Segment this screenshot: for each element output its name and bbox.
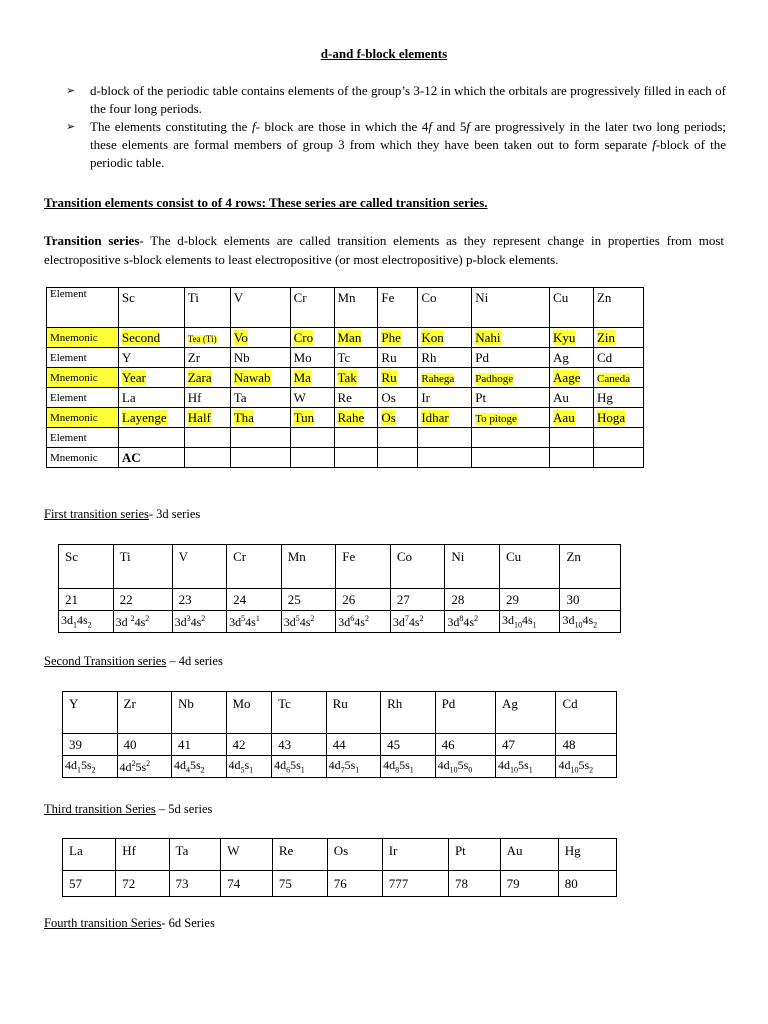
element-cell: Co	[418, 288, 472, 328]
config-cell: $4d_75s_1$	[326, 756, 381, 778]
mnemonic-cell: Hoga	[593, 408, 643, 428]
transition-series-label: Transition series	[44, 233, 140, 248]
element-cell: Sc	[118, 288, 184, 328]
atomic-number-cell: 777	[382, 871, 448, 897]
mnemonic-cell: Os	[378, 408, 418, 428]
symbol-row	[63, 839, 617, 871]
mnemonic-cell	[230, 448, 290, 468]
symbol-cell: Hg	[558, 839, 616, 871]
config-row	[63, 756, 617, 778]
element-cell: Os	[378, 388, 418, 408]
element-cell: Pt	[472, 388, 550, 408]
mnemonic-cell: Tea (Ti)	[184, 328, 230, 348]
element-cell	[184, 428, 230, 448]
symbol-cell: Mo	[226, 692, 272, 734]
mnemonic-cell: Half	[184, 408, 230, 428]
atomic-number-cell: 75	[272, 871, 327, 897]
atomic-number-cell: 76	[327, 871, 382, 897]
arrow-bullet-icon: ➢	[66, 85, 76, 97]
atomic-number-cell: 30	[560, 589, 621, 611]
element-cell: Au	[550, 388, 594, 408]
mnemonic-cell: To pitoge	[472, 408, 550, 428]
atomic-number-cell: 43	[272, 734, 327, 756]
element-cell	[334, 428, 378, 448]
config-row	[59, 611, 621, 633]
row-label: Mnemonic	[47, 328, 119, 348]
config-cell: $4d^25s^2$	[117, 756, 172, 778]
symbol-cell: Os	[327, 839, 382, 871]
config-cell: 3d $^24s^2$	[113, 611, 172, 633]
mnemonic-cell: Nahi	[472, 328, 550, 348]
element-cell: Ta	[230, 388, 290, 408]
first-series-title: First transition series- 3d series	[44, 507, 201, 521]
mnemonic-table	[46, 287, 644, 468]
mnemonic-cell: Kon	[418, 328, 472, 348]
config-cell: $4d_5s_1$	[226, 756, 272, 778]
element-cell: Ru	[378, 348, 418, 368]
config-cell: $3d^54s^2$	[281, 611, 336, 633]
element-cell: Rh	[418, 348, 472, 368]
symbol-cell: Hf	[116, 839, 169, 871]
page-title: d-and f-block elements	[320, 46, 448, 61]
config-cell: $3d^54s^1$	[227, 611, 282, 633]
mnemonic-cell	[334, 448, 378, 468]
atomic-number-cell: 39	[63, 734, 118, 756]
element-cell: Hg	[593, 388, 643, 408]
first-series-table	[58, 544, 621, 633]
element-cell: Ni	[472, 288, 550, 328]
atomic-number-cell: 57	[63, 871, 116, 897]
atomic-number-cell: 29	[499, 589, 560, 611]
symbol-cell: Y	[63, 692, 118, 734]
symbol-cell: Pt	[448, 839, 500, 871]
config-cell: $3d_14s_2$	[59, 611, 114, 633]
atomic-number-cell: 42	[226, 734, 272, 756]
atomic-number-cell: 40	[117, 734, 172, 756]
atomic-number-cell: 23	[172, 589, 227, 611]
mnemonic-cell: Kyu	[550, 328, 594, 348]
symbol-cell: Sc	[59, 545, 114, 589]
mnemonic-cell: Man	[334, 328, 378, 348]
element-cell	[418, 428, 472, 448]
element-cell: Cr	[290, 288, 334, 328]
atomic-number-cell: 46	[435, 734, 495, 756]
mnemonic-cell: Zin	[593, 328, 643, 348]
rows-heading: Transition elements consist to of 4 rows: These series are called transition series.	[44, 195, 488, 210]
symbol-cell: Zn	[560, 545, 621, 589]
mnemonic-cell: Rahega	[418, 368, 472, 388]
atomic-number-cell: 41	[172, 734, 227, 756]
atomic-number-row	[59, 589, 621, 611]
symbol-cell: Re	[272, 839, 327, 871]
element-cell	[472, 428, 550, 448]
atomic-number-cell: 26	[336, 589, 391, 611]
symbol-cell: Cu	[499, 545, 560, 589]
symbol-cell: Ag	[496, 692, 556, 734]
symbol-cell: Co	[390, 545, 445, 589]
symbol-cell: Cr	[227, 545, 282, 589]
atomic-number-cell: 27	[390, 589, 445, 611]
mnemonic-cell: Layenge	[118, 408, 184, 428]
arrow-bullet-icon: ➢	[66, 121, 76, 133]
atomic-number-cell: 25	[281, 589, 336, 611]
atomic-number-cell: 78	[448, 871, 500, 897]
mnemonic-cell: Year	[118, 368, 184, 388]
atomic-number-cell: 80	[558, 871, 616, 897]
mnemonic-row	[47, 328, 644, 348]
element-cell: Ag	[550, 348, 594, 368]
atomic-number-cell: 24	[227, 589, 282, 611]
element-cell: V	[230, 288, 290, 328]
mnemonic-cell: Aage	[550, 368, 594, 388]
mnemonic-cell	[550, 448, 594, 468]
atomic-number-row	[63, 871, 617, 897]
symbol-cell: V	[172, 545, 227, 589]
element-row	[47, 388, 644, 408]
symbol-cell: Ta	[169, 839, 221, 871]
transition-series-text: - The d-block elements are called transition elements as they represent change in properties from most electropositive s-block elements to least electropositive (or most electropositive) p-block elements.	[44, 233, 724, 267]
transition-series-paragraph	[44, 231, 724, 269]
mnemonic-cell	[290, 448, 334, 468]
atomic-number-cell: 72	[116, 871, 169, 897]
element-cell: Fe	[378, 288, 418, 328]
config-cell: $3d^74s^2$	[390, 611, 445, 633]
mnemonic-cell	[593, 448, 643, 468]
mnemonic-cell: Caneda	[593, 368, 643, 388]
config-cell: $4d_{10}5s_0$	[435, 756, 495, 778]
element-cell	[290, 428, 334, 448]
element-cell: Mn	[334, 288, 378, 328]
mnemonic-cell: Rahe	[334, 408, 378, 428]
mnemonic-cell: Second	[118, 328, 184, 348]
element-cell: Tc	[334, 348, 378, 368]
mnemonic-cell	[472, 448, 550, 468]
element-row	[47, 288, 644, 328]
config-cell: $3d^34s^2$	[172, 611, 227, 633]
mnemonic-cell	[418, 448, 472, 468]
config-cell: $3d_{10}4s_1$	[499, 611, 560, 633]
atomic-number-row	[63, 734, 617, 756]
element-cell: Zr	[184, 348, 230, 368]
mnemonic-cell: Zara	[184, 368, 230, 388]
symbol-cell: Nb	[172, 692, 227, 734]
symbol-cell: Ti	[113, 545, 172, 589]
symbol-cell: Cd	[556, 692, 617, 734]
symbol-cell: Ir	[382, 839, 448, 871]
mnemonic-cell	[378, 448, 418, 468]
mnemonic-cell: Nawab	[230, 368, 290, 388]
element-cell: Y	[118, 348, 184, 368]
atomic-number-cell: 79	[500, 871, 558, 897]
element-cell	[230, 428, 290, 448]
symbol-cell: Rh	[381, 692, 436, 734]
atomic-number-cell: 22	[113, 589, 172, 611]
row-label: Element	[47, 428, 119, 448]
config-cell: $3d_{10}4s_2$	[560, 611, 621, 633]
atomic-number-cell: 48	[556, 734, 617, 756]
symbol-cell: Zr	[117, 692, 172, 734]
element-cell	[378, 428, 418, 448]
mnemonic-cell: Padhoge	[472, 368, 550, 388]
atomic-number-cell: 74	[221, 871, 273, 897]
symbol-row	[59, 545, 621, 589]
element-cell: W	[290, 388, 334, 408]
element-cell: Zn	[593, 288, 643, 328]
config-cell: $4d_{10}5s_1$	[496, 756, 556, 778]
row-label: Mnemonic	[47, 448, 119, 468]
element-cell: Pd	[472, 348, 550, 368]
config-cell: $4d_85s_1$	[381, 756, 436, 778]
row-label: Element	[47, 348, 119, 368]
mnemonic-cell: Ma	[290, 368, 334, 388]
mnemonic-cell: Ru	[378, 368, 418, 388]
element-cell: Ti	[184, 288, 230, 328]
symbol-row	[63, 692, 617, 734]
row-label: Element	[47, 388, 119, 408]
element-cell: La	[118, 388, 184, 408]
config-cell: $3d^84s^2$	[445, 611, 500, 633]
row-label: Element	[47, 288, 119, 328]
atomic-number-cell: 47	[496, 734, 556, 756]
atomic-number-cell: 45	[381, 734, 436, 756]
atomic-number-cell: 44	[326, 734, 381, 756]
element-cell: Hf	[184, 388, 230, 408]
fourth-series-title: Fourth transition Series- 6d Series	[44, 916, 215, 930]
config-cell: $4d_{10}5s_2$	[556, 756, 617, 778]
symbol-cell: Fe	[336, 545, 391, 589]
second-series-table	[62, 691, 617, 778]
row-label: Mnemonic	[47, 408, 119, 428]
element-cell: Mo	[290, 348, 334, 368]
element-row	[47, 348, 644, 368]
config-cell: $4d_65s_1$	[272, 756, 327, 778]
symbol-cell: La	[63, 839, 116, 871]
row-label: Mnemonic	[47, 368, 119, 388]
second-series-title: Second Transition series – 4d series	[44, 654, 223, 668]
bullet-text: The elements constituting the f- block are those in which the 4f and 5f are progressively in the later two long periods; these elements are formal members of group 3 from which they have been taken out to form separate f-block of the periodic table.	[90, 119, 726, 170]
atomic-number-cell: 21	[59, 589, 114, 611]
symbol-cell: Ni	[445, 545, 500, 589]
element-cell: Re	[334, 388, 378, 408]
mnemonic-row	[47, 408, 644, 428]
mnemonic-cell: Cro	[290, 328, 334, 348]
atomic-number-cell: 28	[445, 589, 500, 611]
symbol-cell: Mn	[281, 545, 336, 589]
mnemonic-cell: Vo	[230, 328, 290, 348]
config-cell: $3d^64s^2$	[336, 611, 391, 633]
third-series-title: Third transition Series – 5d series	[44, 802, 213, 816]
symbol-cell: Ru	[326, 692, 381, 734]
mnemonic-cell: Tun	[290, 408, 334, 428]
config-cell: $4d_45s_2$	[172, 756, 227, 778]
mnemonic-cell: Aau	[550, 408, 594, 428]
third-series-table	[62, 838, 617, 897]
mnemonic-cell: Tak	[334, 368, 378, 388]
element-cell: Cd	[593, 348, 643, 368]
config-cell: $4d_15s_2$	[63, 756, 118, 778]
mnemonic-cell: AC	[118, 448, 184, 468]
symbol-cell: Pd	[435, 692, 495, 734]
element-cell	[593, 428, 643, 448]
bullet-item	[62, 82, 726, 118]
bullet-text: d-block of the periodic table contains elements of the group’s 3-12 in which the orbitals are progressively filled in each of the four long periods.	[90, 83, 726, 116]
mnemonic-row	[47, 368, 644, 388]
bullet-item	[62, 118, 726, 172]
mnemonic-row	[47, 448, 644, 468]
element-cell	[550, 428, 594, 448]
element-cell: Ir	[418, 388, 472, 408]
element-cell: Nb	[230, 348, 290, 368]
atomic-number-cell: 73	[169, 871, 221, 897]
mnemonic-cell	[184, 448, 230, 468]
mnemonic-cell: Phe	[378, 328, 418, 348]
element-cell: Cu	[550, 288, 594, 328]
mnemonic-cell: Idhar	[418, 408, 472, 428]
element-cell	[118, 428, 184, 448]
element-row	[47, 428, 644, 448]
symbol-cell: Au	[500, 839, 558, 871]
bullet-list	[62, 82, 726, 172]
symbol-cell: Tc	[272, 692, 327, 734]
symbol-cell: W	[221, 839, 273, 871]
mnemonic-cell: Tha	[230, 408, 290, 428]
